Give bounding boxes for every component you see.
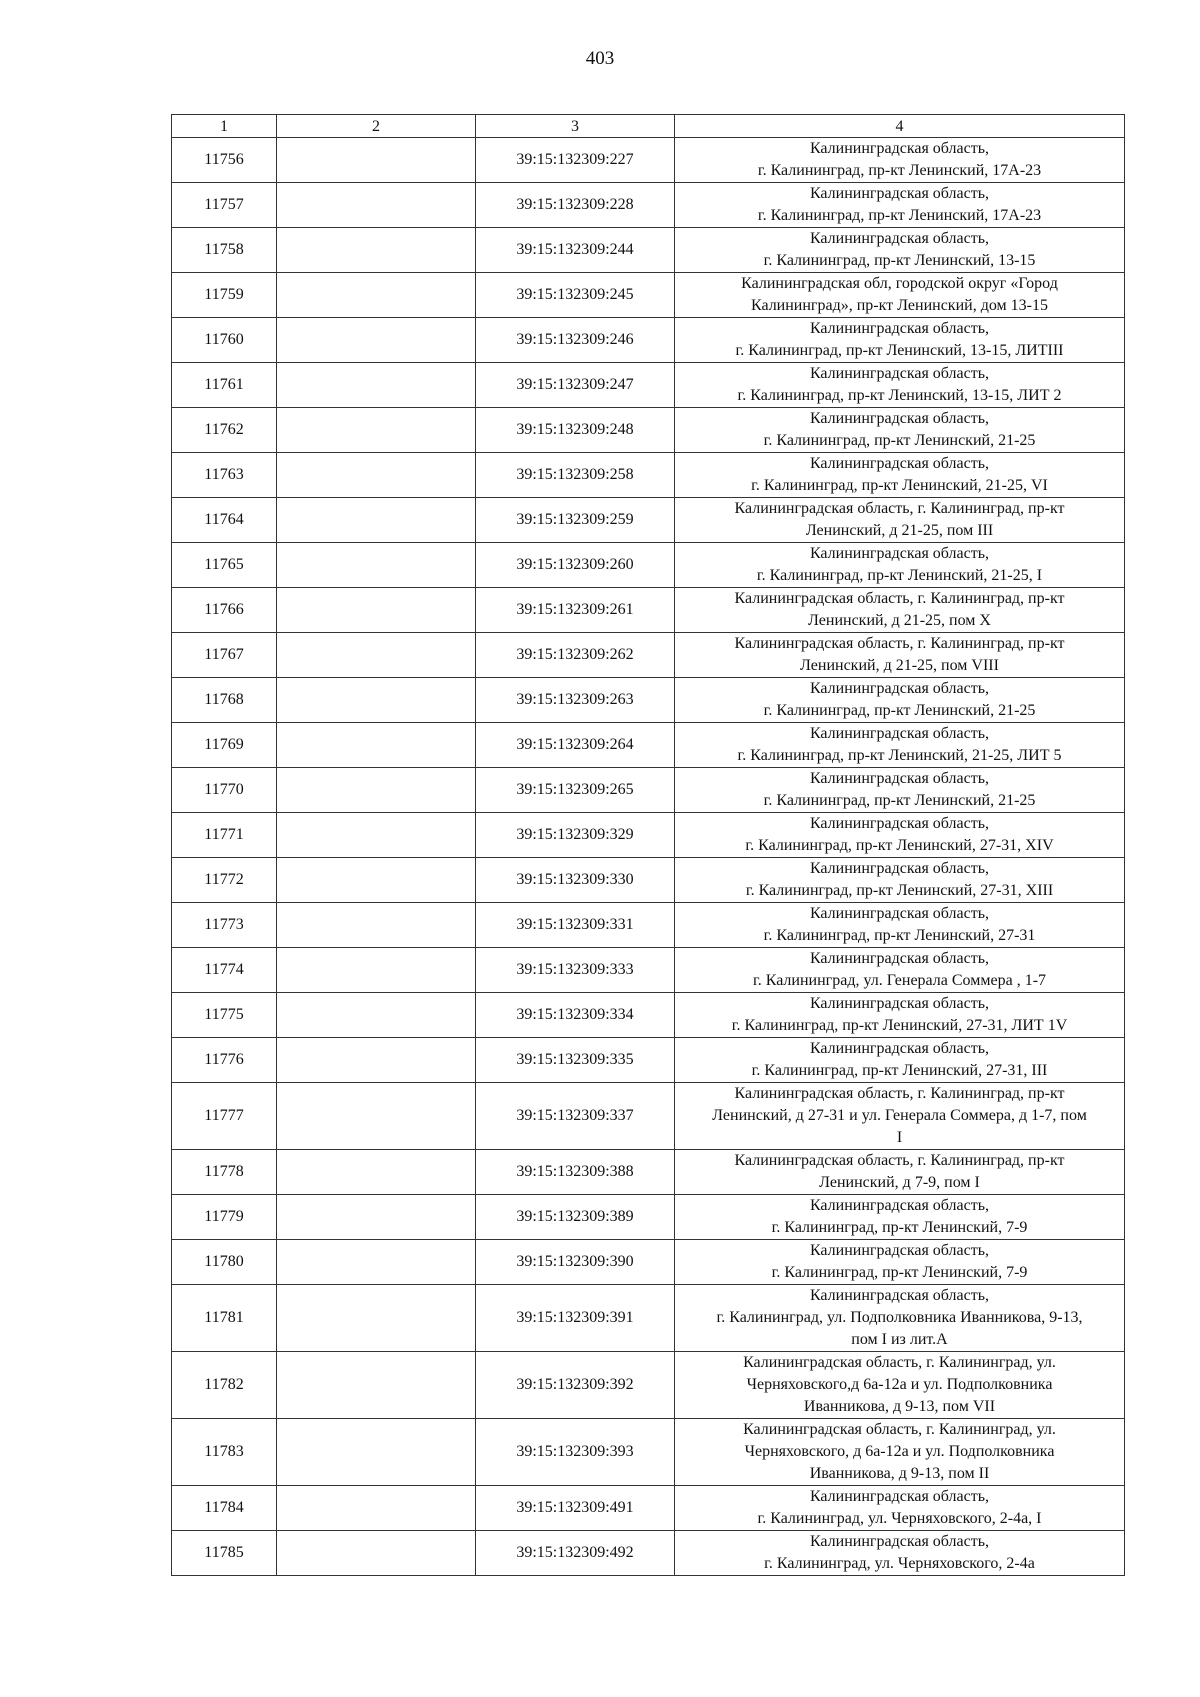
empty-cell bbox=[277, 1419, 476, 1486]
address-line: г. Калининград, пр-кт Ленинский, 21-25 bbox=[763, 432, 1036, 449]
cadastral-number-cell: 39:15:132309:247 bbox=[476, 363, 675, 408]
table-body bbox=[172, 138, 1125, 1576]
row-number-cell: 11768 bbox=[172, 678, 277, 723]
empty-cell bbox=[277, 993, 476, 1038]
table-row bbox=[172, 453, 1125, 498]
table-row bbox=[172, 498, 1125, 543]
table-row bbox=[172, 723, 1125, 768]
address-line: Черняховского,д 6а-12а и ул. Подполковника bbox=[746, 1376, 1053, 1393]
address-line: г. Калининград, ул. Черняховского, 2-4а bbox=[764, 1555, 1035, 1572]
table-row bbox=[172, 1083, 1125, 1150]
address-line: Калининградская область, г. Калининград, ул. bbox=[743, 1354, 1056, 1371]
address-line: Калининградская область, bbox=[809, 455, 990, 472]
cadastral-number-cell: 39:15:132309:389 bbox=[476, 1195, 675, 1240]
empty-cell bbox=[277, 1150, 476, 1195]
registry-table bbox=[171, 114, 1125, 1576]
empty-cell bbox=[277, 543, 476, 588]
address-line: Калининградская область, bbox=[809, 320, 990, 337]
row-number-cell: 11763 bbox=[172, 453, 277, 498]
table-row bbox=[172, 1240, 1125, 1285]
row-number-cell: 11770 bbox=[172, 768, 277, 813]
address-cell bbox=[675, 858, 1125, 903]
header-col-4: 4 bbox=[675, 115, 1125, 138]
row-number-cell: 11756 bbox=[172, 138, 277, 183]
empty-cell bbox=[277, 408, 476, 453]
address-line: г. Калининград, пр-кт Ленинский, 21-25 bbox=[763, 702, 1036, 719]
address-line: г. Калининград, пр-кт Ленинский, 21-25 bbox=[763, 792, 1036, 809]
address-line: г. Калининград, пр-кт Ленинский, 27-31, XIII bbox=[745, 882, 1054, 899]
empty-cell bbox=[277, 1352, 476, 1419]
cadastral-number-cell: 39:15:132309:261 bbox=[476, 588, 675, 633]
empty-cell bbox=[277, 1038, 476, 1083]
cadastral-number-cell: 39:15:132309:246 bbox=[476, 318, 675, 363]
empty-cell bbox=[277, 1285, 476, 1352]
address-cell bbox=[675, 1486, 1125, 1531]
row-number-cell: 11780 bbox=[172, 1240, 277, 1285]
address-cell bbox=[675, 498, 1125, 543]
address-cell bbox=[675, 1083, 1125, 1150]
address-line: г. Калининград, пр-кт Ленинский, 27-31, XIV bbox=[745, 837, 1054, 854]
table-row bbox=[172, 1195, 1125, 1240]
row-number-cell: 11773 bbox=[172, 903, 277, 948]
address-cell bbox=[675, 543, 1125, 588]
address-line: Калининград», пр-кт Ленинский, дом 13-15 bbox=[750, 297, 1048, 314]
row-number-cell: 11767 bbox=[172, 633, 277, 678]
empty-cell bbox=[277, 363, 476, 408]
table-row bbox=[172, 1531, 1125, 1576]
address-cell bbox=[675, 948, 1125, 993]
address-line: Калининградская область, bbox=[809, 725, 990, 742]
cadastral-number-cell: 39:15:132309:491 bbox=[476, 1486, 675, 1531]
table-row bbox=[172, 363, 1125, 408]
row-number-cell: 11777 bbox=[172, 1083, 277, 1150]
address-line: Калининградская область, г. Калининград, пр-кт bbox=[734, 1152, 1065, 1169]
row-number-cell: 11785 bbox=[172, 1531, 277, 1576]
row-number-cell: 11782 bbox=[172, 1352, 277, 1419]
empty-cell bbox=[277, 318, 476, 363]
cadastral-number-cell: 39:15:132309:262 bbox=[476, 633, 675, 678]
row-number-cell: 11758 bbox=[172, 228, 277, 273]
row-number-cell: 11759 bbox=[172, 273, 277, 318]
table-row bbox=[172, 318, 1125, 363]
address-cell bbox=[675, 678, 1125, 723]
cadastral-number-cell: 39:15:132309:260 bbox=[476, 543, 675, 588]
address-cell bbox=[675, 633, 1125, 678]
page-number: 403 bbox=[585, 48, 615, 69]
cadastral-number-cell: 39:15:132309:337 bbox=[476, 1083, 675, 1150]
empty-cell bbox=[277, 228, 476, 273]
address-line: г. Калининград, ул. Подполковника Иванникова, 9-13, bbox=[716, 1309, 1083, 1326]
table-row bbox=[172, 138, 1125, 183]
row-number-cell: 11761 bbox=[172, 363, 277, 408]
address-line: Ленинский, д 7-9, пом I bbox=[819, 1174, 980, 1191]
table-row bbox=[172, 1285, 1125, 1352]
empty-cell bbox=[277, 273, 476, 318]
empty-cell bbox=[277, 948, 476, 993]
address-line: Калининградская область, bbox=[809, 770, 990, 787]
cadastral-number-cell: 39:15:132309:248 bbox=[476, 408, 675, 453]
empty-cell bbox=[277, 1195, 476, 1240]
address-line: Ленинский, д 21-25, пом III bbox=[805, 522, 994, 539]
address-cell bbox=[675, 408, 1125, 453]
table-row bbox=[172, 993, 1125, 1038]
cadastral-number-cell: 39:15:132309:330 bbox=[476, 858, 675, 903]
row-number-cell: 11779 bbox=[172, 1195, 277, 1240]
address-cell bbox=[675, 588, 1125, 633]
cadastral-number-cell: 39:15:132309:265 bbox=[476, 768, 675, 813]
table-row bbox=[172, 228, 1125, 273]
cadastral-number-cell: 39:15:132309:334 bbox=[476, 993, 675, 1038]
address-cell bbox=[675, 138, 1125, 183]
table-row bbox=[172, 633, 1125, 678]
table-row bbox=[172, 183, 1125, 228]
cadastral-number-cell: 39:15:132309:259 bbox=[476, 498, 675, 543]
address-line: Калининградская область, bbox=[809, 1040, 990, 1057]
empty-cell bbox=[277, 138, 476, 183]
address-cell bbox=[675, 903, 1125, 948]
table-row bbox=[172, 768, 1125, 813]
cadastral-number-cell: 39:15:132309:228 bbox=[476, 183, 675, 228]
cadastral-number-cell: 39:15:132309:244 bbox=[476, 228, 675, 273]
table-row bbox=[172, 813, 1125, 858]
empty-cell bbox=[277, 588, 476, 633]
table-row bbox=[172, 543, 1125, 588]
row-number-cell: 11776 bbox=[172, 1038, 277, 1083]
address-line: Калининградская область, bbox=[809, 410, 990, 427]
empty-cell bbox=[277, 903, 476, 948]
address-line: Калининградская обл, городской округ «Город bbox=[741, 275, 1058, 292]
header-col-2: 2 bbox=[277, 115, 476, 138]
address-line: Калининградская область, bbox=[809, 680, 990, 697]
cadastral-number-cell: 39:15:132309:388 bbox=[476, 1150, 675, 1195]
address-line: пом I из лит.А bbox=[851, 1331, 948, 1348]
empty-cell bbox=[277, 768, 476, 813]
table-row bbox=[172, 858, 1125, 903]
address-line: Иванникова, д 9-13, пом VII bbox=[803, 1398, 996, 1415]
address-line: Иванникова, д 9-13, пом II bbox=[809, 1465, 990, 1482]
cadastral-number-cell: 39:15:132309:258 bbox=[476, 453, 675, 498]
row-number-cell: 11783 bbox=[172, 1419, 277, 1486]
empty-cell bbox=[277, 1083, 476, 1150]
cadastral-number-cell: 39:15:132309:227 bbox=[476, 138, 675, 183]
address-line: г. Калининград, пр-кт Ленинский, 27-31 bbox=[763, 927, 1036, 944]
table-row bbox=[172, 1038, 1125, 1083]
row-number-cell: 11775 bbox=[172, 993, 277, 1038]
address-line: г. Калининград, пр-кт Ленинский, 13-15, ЛИТ 2 bbox=[737, 387, 1062, 404]
table-row bbox=[172, 273, 1125, 318]
row-number-cell: 11774 bbox=[172, 948, 277, 993]
address-line: Ленинский, д 27-31 и ул. Генерала Соммера, д 1-7, пом bbox=[712, 1107, 1087, 1124]
table-row bbox=[172, 903, 1125, 948]
cadastral-number-cell: 39:15:132309:492 bbox=[476, 1531, 675, 1576]
address-line: г. Калининград, пр-кт Ленинский, 21-25, ЛИТ 5 bbox=[737, 747, 1062, 764]
cadastral-number-cell: 39:15:132309:245 bbox=[476, 273, 675, 318]
cadastral-number-cell: 39:15:132309:390 bbox=[476, 1240, 675, 1285]
address-line: Калининградская область, bbox=[809, 365, 990, 382]
address-line: г. Калининград, пр-кт Ленинский, 17А-23 bbox=[757, 207, 1042, 224]
address-line: Калининградская область, bbox=[809, 860, 990, 877]
address-line: Калининградская область, г. Калининград, ул. bbox=[743, 1421, 1056, 1438]
address-cell bbox=[675, 1195, 1125, 1240]
row-number-cell: 11769 bbox=[172, 723, 277, 768]
address-cell bbox=[675, 318, 1125, 363]
address-line: г. Калининград, пр-кт Ленинский, 17А-23 bbox=[757, 162, 1042, 179]
empty-cell bbox=[277, 1531, 476, 1576]
empty-cell bbox=[277, 1486, 476, 1531]
table-row bbox=[172, 948, 1125, 993]
address-line: г. Калининград, пр-кт Ленинский, 27-31, ЛИТ 1V bbox=[731, 1017, 1068, 1034]
address-line: Калининградская область, г. Калининград, пр-кт bbox=[734, 1085, 1065, 1102]
address-line: г. Калининград, пр-кт Ленинский, 13-15, ЛИТIII bbox=[735, 342, 1064, 359]
address-line: Ленинский, д 21-25, пом VIII bbox=[800, 657, 999, 674]
empty-cell bbox=[277, 183, 476, 228]
address-line: Калининградская область, bbox=[809, 1287, 990, 1304]
address-line: Калининградская область, bbox=[809, 230, 990, 247]
address-line: г. Калининград, пр-кт Ленинский, 21-25, I bbox=[756, 567, 1043, 584]
row-number-cell: 11781 bbox=[172, 1285, 277, 1352]
row-number-cell: 11771 bbox=[172, 813, 277, 858]
address-line: Калининградская область, bbox=[809, 140, 990, 157]
address-line: I bbox=[896, 1129, 903, 1146]
row-number-cell: 11766 bbox=[172, 588, 277, 633]
empty-cell bbox=[277, 723, 476, 768]
address-cell bbox=[675, 183, 1125, 228]
address-cell bbox=[675, 813, 1125, 858]
address-line: Калининградская область, bbox=[809, 185, 990, 202]
table-row bbox=[172, 1419, 1125, 1486]
address-cell bbox=[675, 363, 1125, 408]
address-cell bbox=[675, 1285, 1125, 1352]
empty-cell bbox=[277, 678, 476, 723]
cadastral-number-cell: 39:15:132309:263 bbox=[476, 678, 675, 723]
address-line: г. Калининград, ул. Черняховского, 2-4а, I bbox=[757, 1510, 1042, 1527]
address-cell bbox=[675, 768, 1125, 813]
address-line: Калининградская область, bbox=[809, 1533, 990, 1550]
address-line: Калининградская область, bbox=[809, 1197, 990, 1214]
table-row bbox=[172, 1352, 1125, 1419]
address-line: г. Калининград, пр-кт Ленинский, 21-25, VI bbox=[751, 477, 1048, 494]
row-number-cell: 11760 bbox=[172, 318, 277, 363]
address-line: Калининградская область, г. Калининград, пр-кт bbox=[734, 500, 1065, 517]
address-cell bbox=[675, 453, 1125, 498]
row-number-cell: 11784 bbox=[172, 1486, 277, 1531]
address-line: Калининградская область, bbox=[809, 815, 990, 832]
cadastral-number-cell: 39:15:132309:331 bbox=[476, 903, 675, 948]
empty-cell bbox=[277, 813, 476, 858]
empty-cell bbox=[277, 453, 476, 498]
row-number-cell: 11762 bbox=[172, 408, 277, 453]
empty-cell bbox=[277, 633, 476, 678]
address-line: Калининградская область, bbox=[809, 545, 990, 562]
row-number-cell: 11764 bbox=[172, 498, 277, 543]
address-line: Калининградская область, г. Калининград, пр-кт bbox=[734, 590, 1065, 607]
address-cell bbox=[675, 1150, 1125, 1195]
address-cell bbox=[675, 1352, 1125, 1419]
address-line: Калининградская область, bbox=[809, 950, 990, 967]
address-line: г. Калининград, пр-кт Ленинский, 7-9 bbox=[771, 1264, 1028, 1281]
row-number-cell: 11778 bbox=[172, 1150, 277, 1195]
address-cell bbox=[675, 1531, 1125, 1576]
empty-cell bbox=[277, 858, 476, 903]
empty-cell bbox=[277, 1240, 476, 1285]
header-col-3: 3 bbox=[476, 115, 675, 138]
header-col-1: 1 bbox=[172, 115, 277, 138]
cadastral-number-cell: 39:15:132309:391 bbox=[476, 1285, 675, 1352]
address-cell bbox=[675, 1419, 1125, 1486]
header-row bbox=[172, 115, 1125, 138]
address-cell bbox=[675, 993, 1125, 1038]
row-number-cell: 11765 bbox=[172, 543, 277, 588]
address-line: г. Калининград, пр-кт Ленинский, 7-9 bbox=[771, 1219, 1028, 1236]
address-cell bbox=[675, 228, 1125, 273]
cadastral-number-cell: 39:15:132309:393 bbox=[476, 1419, 675, 1486]
table-row bbox=[172, 1486, 1125, 1531]
table-row bbox=[172, 1150, 1125, 1195]
table-row bbox=[172, 408, 1125, 453]
address-line: Калининградская область, bbox=[809, 995, 990, 1012]
table-row bbox=[172, 588, 1125, 633]
row-number-cell: 11757 bbox=[172, 183, 277, 228]
address-cell bbox=[675, 1038, 1125, 1083]
address-line: Калининградская область, bbox=[809, 1242, 990, 1259]
cadastral-number-cell: 39:15:132309:264 bbox=[476, 723, 675, 768]
table-row bbox=[172, 678, 1125, 723]
cadastral-number-cell: 39:15:132309:329 bbox=[476, 813, 675, 858]
address-line: г. Калининград, пр-кт Ленинский, 13-15 bbox=[763, 252, 1036, 269]
empty-cell bbox=[277, 498, 476, 543]
cadastral-number-cell: 39:15:132309:392 bbox=[476, 1352, 675, 1419]
address-cell bbox=[675, 1240, 1125, 1285]
address-cell bbox=[675, 273, 1125, 318]
address-line: Ленинский, д 21-25, пом X bbox=[808, 612, 991, 629]
row-number-cell: 11772 bbox=[172, 858, 277, 903]
cadastral-number-cell: 39:15:132309:333 bbox=[476, 948, 675, 993]
address-line: Калининградская область, bbox=[809, 905, 990, 922]
address-line: Черняховского, д 6а-12а и ул. Подполковника bbox=[744, 1443, 1055, 1460]
cadastral-number-cell: 39:15:132309:335 bbox=[476, 1038, 675, 1083]
address-line: г. Калининград, пр-кт Ленинский, 27-31, III bbox=[751, 1062, 1048, 1079]
address-line: Калининградская область, г. Калининград, пр-кт bbox=[734, 635, 1065, 652]
address-line: Калининградская область, bbox=[809, 1488, 990, 1505]
address-cell bbox=[675, 723, 1125, 768]
address-line: г. Калининград, ул. Генерала Соммера , 1-7 bbox=[752, 972, 1047, 989]
